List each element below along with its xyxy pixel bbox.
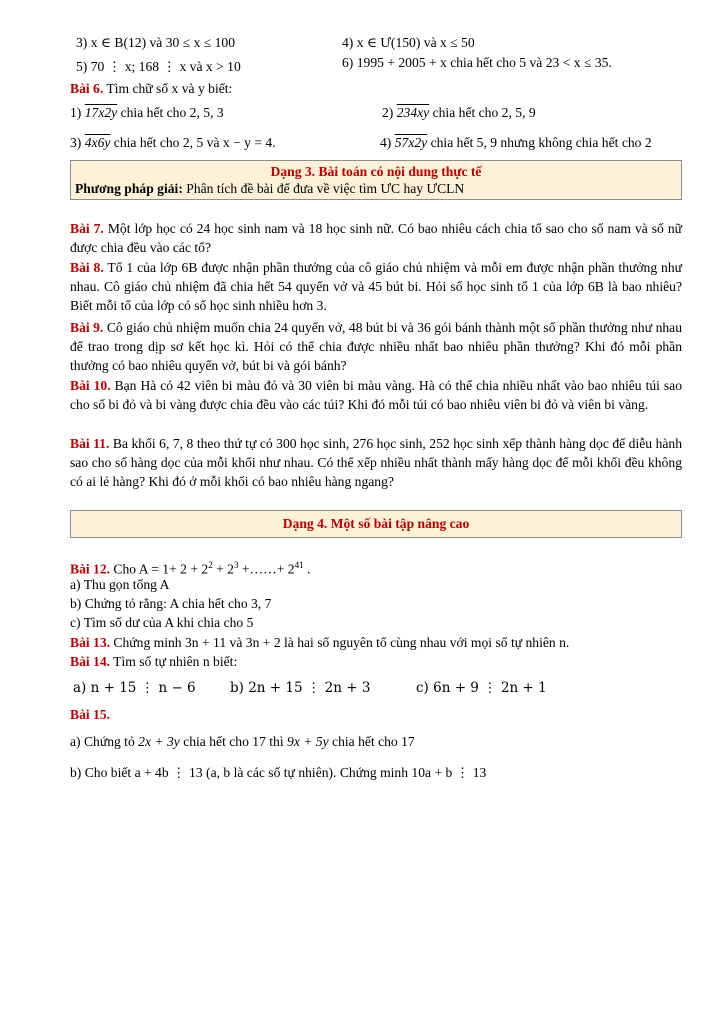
dang3-method-label: Phương pháp giải: bbox=[75, 181, 183, 196]
bai6-label: Bài 6. bbox=[70, 81, 104, 96]
bai11-label: Bài 11. bbox=[70, 436, 110, 451]
bai12-term-3: + 2 bbox=[212, 561, 234, 577]
bai15-label: Bài 15. bbox=[70, 707, 111, 722]
bai6-item-1-number: 17x2y bbox=[84, 105, 118, 120]
dang3-method-text: Phân tích đề bài để đưa về việc tìm ƯC hay ƯCLN bbox=[182, 181, 465, 196]
bai14-heading bbox=[70, 653, 237, 671]
bai6-item-3 bbox=[70, 134, 276, 152]
bai6-item-4-number: 57x2y bbox=[394, 135, 428, 150]
bai6-heading bbox=[70, 80, 232, 98]
bai13-text: Chứng minh 3n + 11 và 3n + 2 là hai số nguyên tố cùng nhau với mọi số tự nhiên n. bbox=[110, 635, 570, 650]
bai13 bbox=[70, 634, 569, 652]
item-6: 6) 1995 + 2005 + x chia hết cho 5 và 23 < x ≤ 35. bbox=[342, 55, 612, 70]
bai9-label: Bài 9. bbox=[70, 320, 104, 335]
item-4: 4) x ∈ Ư(150) và x ≤ 50 bbox=[342, 35, 475, 50]
bai12-label: Bài 12. bbox=[70, 561, 111, 577]
dang3-title: Dạng 3. Bài toán có nội dung thực tế bbox=[270, 164, 482, 179]
bai12-c: c) Tìm số dư của A khi chia cho 5 bbox=[70, 615, 254, 630]
bai15-a-post: chia hết cho 17 bbox=[328, 734, 415, 749]
bai15-a-mid: chia hết cho 17 thì bbox=[179, 734, 288, 749]
bai10-text: Bạn Hà có 42 viên bi màu đỏ và 30 viên bi màu vàng. Hà có thể chia nhiều nhất vào bao nhiêu túi sao cho số bi đỏ và bi vàng được chia đều vào các túi? Khi đó mỗi túi có bao nhiêu viên bi đỏ và viên bi vàng. bbox=[70, 378, 683, 412]
bai11 bbox=[70, 434, 682, 491]
bai8-label: Bài 8. bbox=[70, 260, 104, 275]
bai6-item-3-text: chia hết cho 2, 5 và x − y = 4. bbox=[110, 135, 276, 150]
bai14-text: Tìm số tự nhiên n biết: bbox=[110, 654, 238, 669]
item-5: 5) 70 ⋮ x; 168 ⋮ x và x > 10 bbox=[76, 59, 241, 74]
bai9-text: Cô giáo chủ nhiệm muốn chia 24 quyển vở, 48 bút bi và 36 gói bánh thành một số phần thưởng như nhau để trao trong dịp sơ kết học kì. Hỏi có thể chia được nhiều nhất bao nhiêu phần thưởng? Khi đó mỗi phần thưởng có bao nhiêu quyển vở, bút bi và gói bánh? bbox=[70, 320, 682, 373]
dang4-title: Dạng 4. Một số bài tập nâng cao bbox=[282, 516, 470, 531]
bai10 bbox=[70, 376, 682, 414]
bai14-b: b) 2n + 15 ⋮ 2n + 3 bbox=[230, 680, 371, 696]
bai11-text: Ba khối 6, 7, 8 theo thứ tự có 300 học sinh, 276 học sinh, 252 học sinh xếp thành hàng dọc để diễu hành sao cho số hàng dọc của mỗi khối như nhau. Có thể xếp nhiều nhất thành mấy hàng dọc để mỗi khối đều không có ai lẻ hàng? Khi đó ở mỗi khối có bao nhiêu hàng ngang? bbox=[70, 436, 683, 489]
bai7 bbox=[70, 219, 682, 257]
bai13-label: Bài 13. bbox=[70, 635, 111, 650]
bai6-item-4-prefix: 4) bbox=[380, 135, 395, 150]
bai6-item-3-number: 4x6y bbox=[84, 135, 111, 150]
bai15-a-prefix: a) Chứng tỏ bbox=[70, 734, 139, 749]
bai15-heading bbox=[70, 706, 110, 724]
bai9 bbox=[70, 318, 682, 375]
bai7-label: Bài 7. bbox=[70, 221, 104, 236]
bai12-dots: +……+ 2 bbox=[238, 561, 295, 577]
bai6-item-1 bbox=[70, 104, 224, 122]
bai6-text: Tìm chữ số x và y biết: bbox=[106, 81, 233, 96]
bai6-item-2-number: 234xy bbox=[396, 105, 430, 120]
bai6-item-2 bbox=[382, 104, 536, 122]
bai6-item-1-prefix: 1) bbox=[70, 105, 85, 120]
bai14-c: c) 6n + 9 ⋮ 2n + 1 bbox=[416, 680, 547, 696]
bai8 bbox=[70, 258, 682, 315]
bai12-exp-3: 3 bbox=[233, 560, 239, 570]
bai14-label: Bài 14. bbox=[70, 654, 111, 669]
bai12-a: a) Thu gọn tổng A bbox=[70, 577, 170, 592]
dang4-box bbox=[70, 510, 682, 538]
bai12-intro: Cho A = 1+ 2 + 2 bbox=[110, 561, 209, 577]
dang3-box bbox=[70, 160, 682, 200]
bai12-exp-2: 2 bbox=[208, 560, 213, 570]
bai15-b: b) Cho biết a + 4b ⋮ 13 (a, b là các số tự nhiên). Chứng minh 10a + b ⋮ 13 bbox=[70, 765, 487, 780]
bai7-text: Một lớp học có 24 học sinh nam và 18 học sinh nữ. Có bao nhiêu cách chia tổ sao cho số nam và số nữ được chia đều vào các tổ? bbox=[70, 221, 682, 255]
bai6-item-2-text: chia hết cho 2, 5, 9 bbox=[429, 105, 536, 120]
bai15-a-expr1: 2x + 3y bbox=[138, 734, 180, 749]
bai15-a bbox=[70, 733, 415, 751]
bai6-item-3-prefix: 3) bbox=[70, 135, 85, 150]
bai6-item-4-text: chia hết 5, 9 nhưng không chia hết cho 2 bbox=[427, 135, 652, 150]
bai12-exp-41: 41 bbox=[294, 560, 304, 570]
dang3-method bbox=[75, 180, 677, 198]
bai6-item-1-text: chia hết cho 2, 5, 3 bbox=[117, 105, 224, 120]
bai14-a: a) n + 15 ⋮ n − 6 bbox=[73, 680, 196, 696]
bai15-a-expr2: 9x + 5y bbox=[287, 734, 329, 749]
bai12-end: . bbox=[303, 561, 311, 577]
bai10-label: Bài 10. bbox=[70, 378, 111, 393]
bai6-item-4 bbox=[380, 134, 652, 152]
bai6-item-2-prefix: 2) bbox=[382, 105, 397, 120]
bai8-text: Tổ 1 của lớp 6B được nhận phần thưởng của cô giáo chủ nhiệm và mỗi em được nhận phần thưởng như nhau. Cô giáo chủ nhiệm đã chia hết 54 quyển vở và 45 bút bi. Hỏi số học sinh tổ 1 của lớp 6B là bao nhiêu? Biết mỗi tổ của lớp có số học sinh nhiều hơn 3. bbox=[70, 260, 683, 313]
bai12-b: b) Chứng tỏ rằng: A chia hết cho 3, 7 bbox=[70, 596, 272, 611]
item-3: 3) x ∈ B(12) và 30 ≤ x ≤ 100 bbox=[76, 35, 236, 50]
